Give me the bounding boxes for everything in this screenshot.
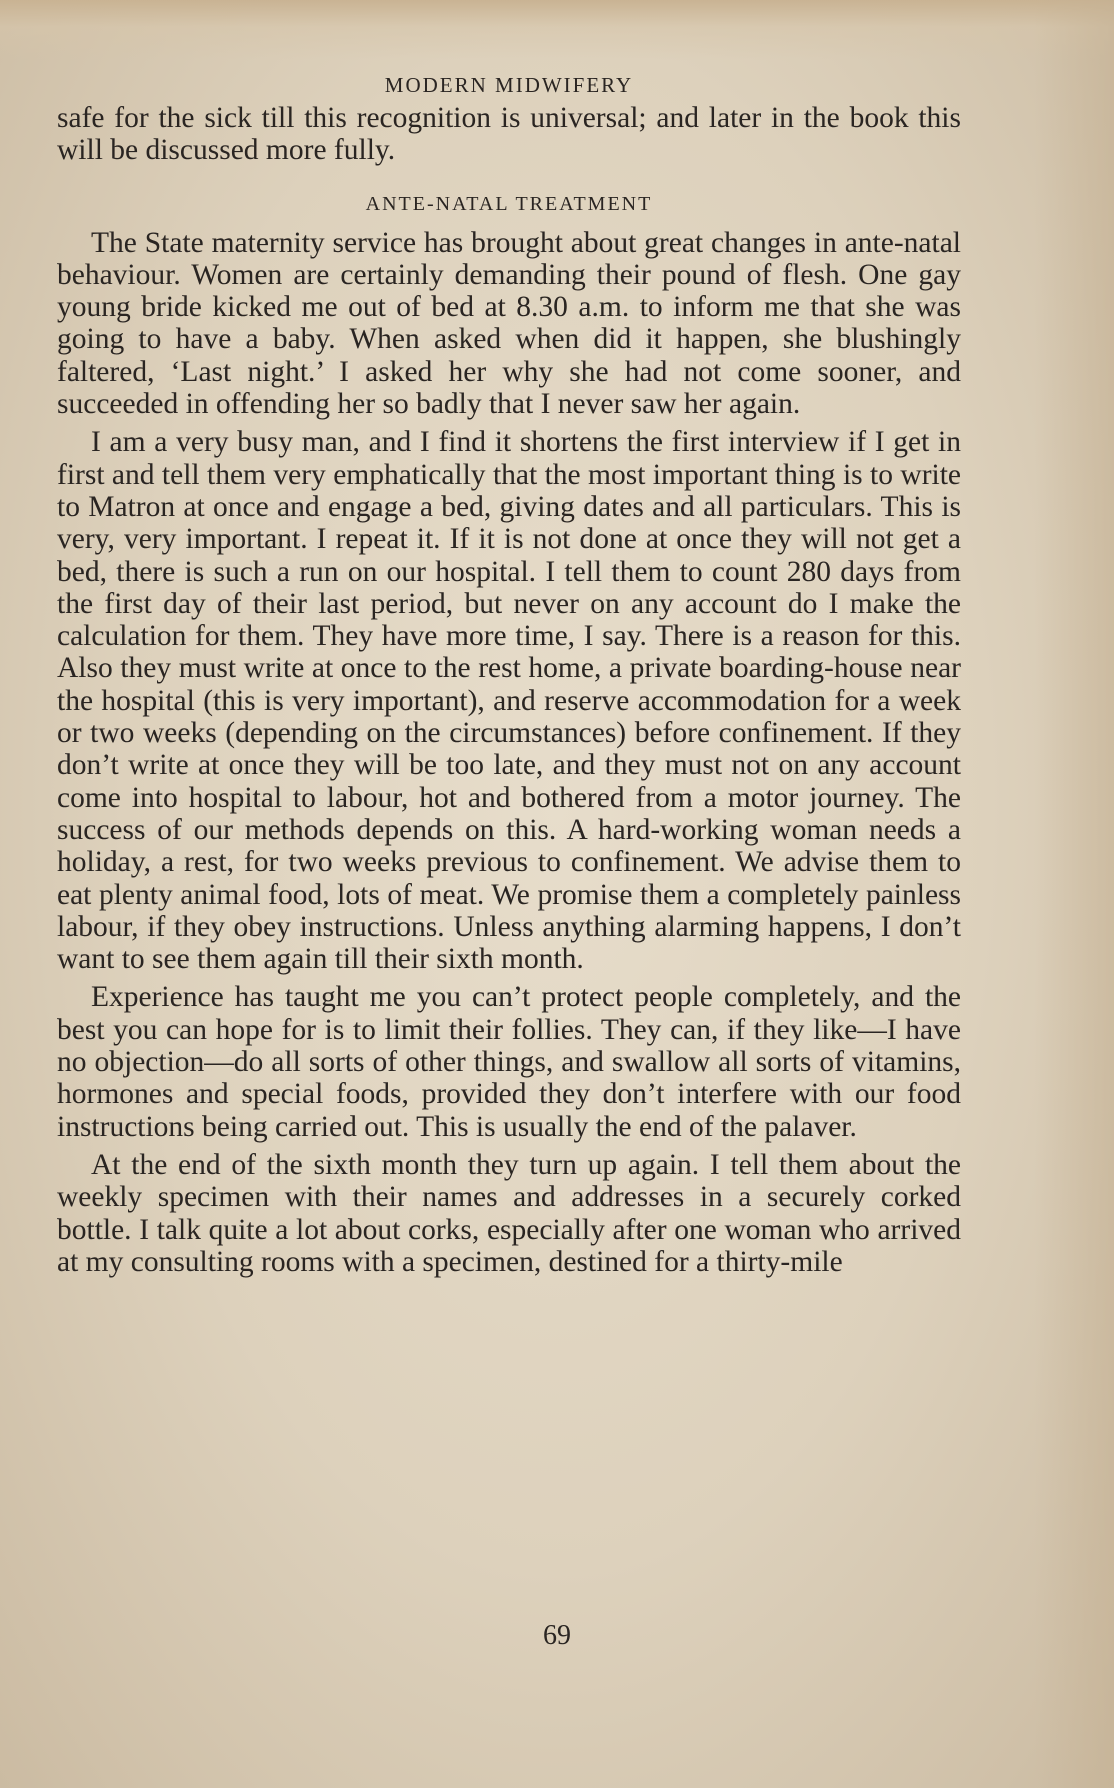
paragraph: I am a very busy man, and I find it shortens the first interview if I get in first and tell them very emphatically that the most important thing is to write to Matron at once and engage a bed, giving dates and all particulars. This is very, very important. I repeat it. If it is not done at once they will not get a bed, there is such a run on our hospital. I tell them to count 280 days from the first day of their last period, but never on any account do I make the calculation for them. They have more time, I say. There is a reason for this. Also they must write at once to the rest home, a private boarding-house near the hospital (this is very important), and reserve accommodation for a week or two weeks (depending on the circumstances) before confinement. If they don’t write at once they will be too late, and they must not on any account come into hospital to labour, hot and bothered from a motor journey. The success of our methods depends on this. A hard-working woman needs a holiday, a rest, for two weeks previous to confinement. We advise them to eat plenty animal food, lots of meat. We promise them a completely painless labour, if they obey instructions. Unless anything alarming happens, I don’t want to see them again till their sixth month. bbox=[57, 426, 961, 976]
paragraph: Experience has taught me you can’t protect people completely, and the best you can hope for is to limit their follies. They can, if they like—I have no objection—do all sorts of other things, and swallow all sorts of vitamins, hormones and special foods, provided they don’t interfere with our food instructions being carried out. This is usually the end of the palaver. bbox=[57, 981, 961, 1143]
page-content bbox=[57, 72, 961, 1284]
page-edge-shadow-right bbox=[1034, 0, 1114, 1788]
paragraph: At the end of the sixth month they turn up again. I tell them about the weekly specimen with their names and addresses in a securely corked bottle. I talk quite a lot about corks, especially after one woman who arrived at my consulting rooms with a specimen, destined for a thirty-mile bbox=[57, 1148, 961, 1278]
page-number: 69 bbox=[543, 1620, 571, 1651]
running-title: MODERN MIDWIFERY bbox=[384, 73, 634, 97]
section-heading: ANTE-NATAL TREATMENT bbox=[365, 192, 653, 215]
page-edge-shadow bbox=[0, 0, 1114, 60]
paragraph-continuation: safe for the sick till this recognition is universal; and later in the book this will be discussed more fully. bbox=[57, 102, 961, 167]
paragraph: The State maternity service has brought about great changes in ante-natal behaviour. Women are certainly demanding their pound of flesh. One gay young bride kicked me out of bed at 8.30 a.m. to inform me that she was going to have a baby. When asked when did it happen, she blushingly faltered, ‘Last night.’ I asked her why she had not come sooner, and succeeded in offending her so badly that I never saw her again. bbox=[57, 226, 961, 421]
